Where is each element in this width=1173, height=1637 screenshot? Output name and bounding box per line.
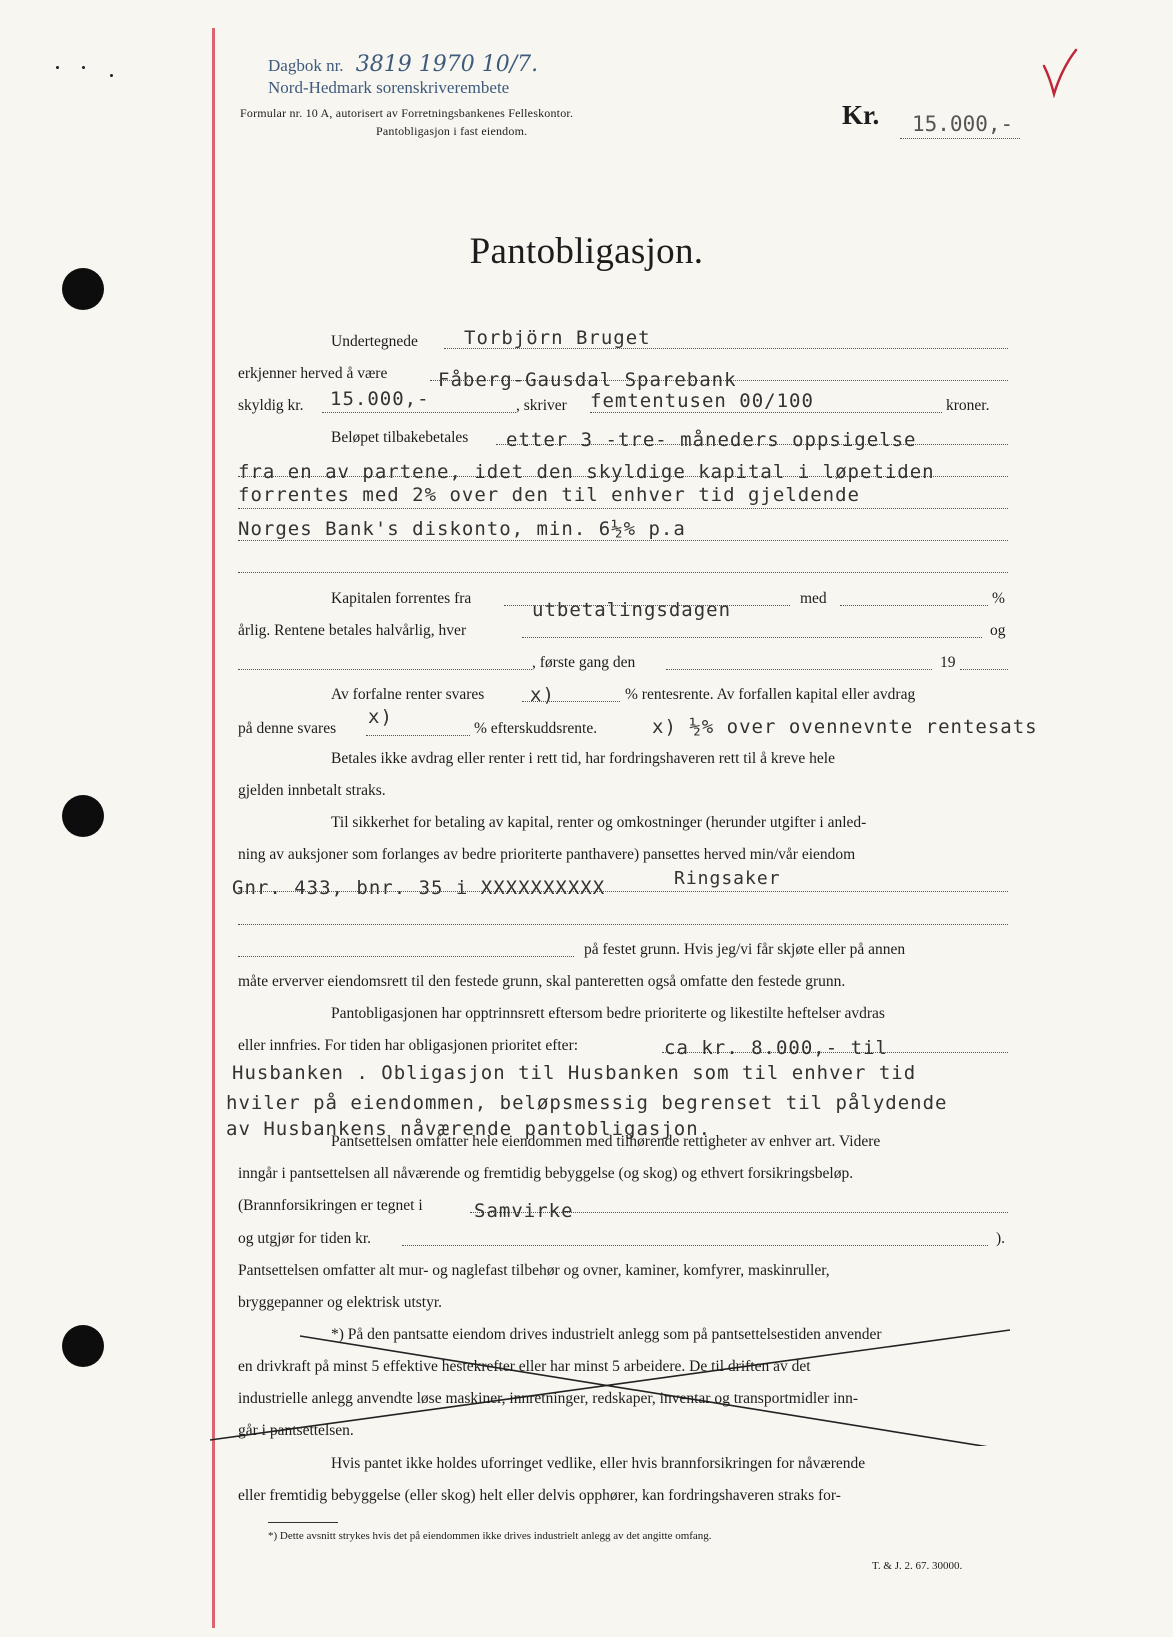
arlig-line bbox=[522, 637, 982, 638]
rentesrente-label: % rentesrente. Av forfallen kapital eller avdrag bbox=[625, 686, 916, 703]
prioritet-text-3: hviler på eiendommen, beløpsmessig begrenset til pålydende bbox=[226, 1092, 948, 1114]
undertegnede-label: Undertegnede bbox=[331, 333, 418, 350]
forfalne-value: x) bbox=[530, 684, 555, 706]
eiendom-line-2 bbox=[238, 924, 1008, 925]
utgjor-line bbox=[402, 1245, 988, 1246]
erkjenner-value: Fåberg-Gausdal Sparebank bbox=[438, 369, 737, 391]
industri-line-1: *) På den pantsatte eiendom drives industrielt anlegg som på pantsettelsestiden anvender bbox=[331, 1326, 882, 1343]
belopet-text-3: forrentes med 2% over den til enhver tid gjeldende bbox=[238, 484, 860, 506]
undertegnede-value: Torbjörn Bruget bbox=[464, 327, 651, 349]
form-type: Pantobligasjon i fast eiendom. bbox=[376, 124, 528, 138]
belopet-label: Beløpet tilbakebetales bbox=[331, 429, 469, 446]
eiendom-value: Gnr. 433, bnr. 35 i XXXXXXXXXX bbox=[232, 877, 606, 899]
skriver-label: , skriver bbox=[516, 397, 567, 414]
punch-hole bbox=[62, 268, 104, 310]
forste-line-left bbox=[238, 669, 532, 670]
speck bbox=[56, 66, 59, 69]
skyldig-line bbox=[322, 412, 516, 413]
percent-sign: % bbox=[992, 590, 1005, 607]
forste-label: , første gang den bbox=[532, 654, 636, 671]
erkjenner-label: erkjenner herved å være bbox=[238, 365, 388, 382]
document-title: Pantobligasjon. bbox=[469, 231, 704, 272]
mur-line-2: bryggepanner og elektrisk utstyr. bbox=[238, 1294, 443, 1311]
pa-denne-value: x) bbox=[368, 706, 393, 728]
belopet-line-5 bbox=[238, 572, 1008, 573]
printer-code: T. & J. 2. 67. 30000. bbox=[872, 1560, 963, 1572]
kr-line bbox=[900, 138, 1020, 139]
dagbok-stamp bbox=[268, 52, 538, 77]
kapitalen-value: utbetalingsdagen bbox=[532, 599, 732, 621]
dagbok-number: 3819 1970 10/7. bbox=[355, 52, 539, 77]
speck bbox=[82, 66, 85, 69]
opptrinn-line-1: Pantobligasjonen har opptrinnsrett eftersom bedre prioriterte og likestilte heftelser avdras bbox=[331, 1005, 885, 1022]
pa-denne-line bbox=[366, 735, 470, 736]
mur-line-1: Pantsettelsen omfatter alt mur- og naglefast tilbehør og ovner, kaminer, komfyrer, maskinruller, bbox=[238, 1262, 830, 1279]
arlig-label: årlig. Rentene betales halvårlig, hver bbox=[238, 622, 467, 639]
speck bbox=[110, 74, 113, 77]
kroner-label: kroner. bbox=[946, 397, 990, 414]
belopet-text-2: fra en av partene, idet den skyldige kapital i løpetiden bbox=[238, 461, 935, 483]
etterskudd-note: x) ½% over ovennevnte rentesats bbox=[652, 716, 1038, 738]
festet-line bbox=[238, 956, 574, 957]
belopet-line-4 bbox=[238, 540, 1008, 541]
punch-hole bbox=[62, 1325, 104, 1367]
skyldig-label: skyldig kr. bbox=[238, 397, 304, 414]
med-line bbox=[840, 605, 988, 606]
pa-denne-label: på denne svares bbox=[238, 720, 337, 737]
og-label: og bbox=[990, 622, 1006, 639]
eiendom-place: Ringsaker bbox=[674, 868, 781, 889]
belopet-value: etter 3 -tre- måneders oppsigelse bbox=[506, 429, 917, 451]
utgjor-end: ). bbox=[996, 1230, 1006, 1247]
skriver-value: femtentusen 00/100 bbox=[590, 390, 814, 412]
med-label: med bbox=[800, 590, 827, 607]
kapitalen-label: Kapitalen forrentes fra bbox=[331, 590, 472, 607]
kr-amount: 15.000,- bbox=[912, 112, 1014, 136]
etterskudd-label: % efterskuddsrente. bbox=[474, 720, 598, 737]
betales-line-2: gjelden innbetalt straks. bbox=[238, 782, 386, 799]
footnote-rule bbox=[268, 1522, 338, 1523]
brann-label: (Brannforsikringen er tegnet i bbox=[238, 1197, 423, 1214]
forste-line-right bbox=[666, 669, 932, 670]
footnote: *) Dette avsnitt strykes hvis det på eiendommen ikke drives industrielt anlegg av det angitte omfang. bbox=[268, 1530, 712, 1542]
vedlike-line-1: Hvis pantet ikke holdes uforringet vedlike, eller hvis brannforsikringen for nåværende bbox=[331, 1455, 866, 1472]
omfatter-line-2: inngår i pantsettelsen all nåværende og fremtidig bebyggelse (og skog) og ethvert forsikringsbeløp. bbox=[238, 1165, 854, 1182]
opptrinn-line-2: eller innfries. For tiden har obligasjonen prioritet efter: bbox=[238, 1037, 579, 1054]
prioritet-text-1: ca kr. 8.000,- til bbox=[664, 1037, 888, 1059]
vedlike-line-2: eller fremtidig bebyggelse (eller skog) helt eller delvis opphører, kan fordringshaveren straks for- bbox=[238, 1487, 841, 1504]
year-line bbox=[960, 669, 1008, 670]
sikkerhet-line-2: ning av auksjoner som forlanges av bedre prioriterte panthavere) pansettes herved min/vår eiendom bbox=[238, 846, 856, 863]
brann-value: Samvirke bbox=[474, 1200, 574, 1222]
festet-line-1: på festet grunn. Hvis jeg/vi får skjøte eller på annen bbox=[584, 941, 906, 958]
betales-line-1: Betales ikke avdrag eller renter i rett tid, har fordringshaveren rett til å kreve hele bbox=[331, 750, 835, 767]
checkmark-icon bbox=[1040, 48, 1080, 98]
skriver-line bbox=[590, 412, 942, 413]
prioritet-text-2: Husbanken . Obligasjon til Husbanken som til enhver tid bbox=[232, 1062, 917, 1084]
forfalne-label: Av forfalne renter svares bbox=[331, 686, 485, 703]
punch-hole bbox=[62, 795, 104, 837]
prioritet-text-4: av Husbankens nåværende pantobligasjon. bbox=[226, 1118, 712, 1140]
formular-line: Formular nr. 10 A, autorisert av Forretningsbankenes Felleskontor. bbox=[240, 106, 574, 120]
skyldig-value: 15.000,- bbox=[330, 388, 430, 410]
utgjor-label: og utgjør for tiden kr. bbox=[238, 1230, 372, 1247]
belopet-text-4: Norges Bank's diskonto, min. 6½% p.a bbox=[238, 518, 686, 540]
omfatter-line-1: Pantsettelsen omfatter hele eiendommen med tilhørende rettigheter av enhver art. Videre bbox=[331, 1133, 881, 1150]
dagbok-label: Dagbok nr. bbox=[268, 56, 344, 75]
industri-line-4: går i pantsettelsen. bbox=[238, 1422, 354, 1439]
festet-line-2: måte erverver eiendomsrett til den festede grunn, skal panteretten også omfatte den festede grunn. bbox=[238, 973, 846, 990]
strikethrough-cross bbox=[210, 1326, 1010, 1446]
kr-label: Kr. bbox=[842, 100, 880, 130]
year-prefix: 19 bbox=[940, 654, 956, 671]
sikkerhet-line-1: Til sikkerhet for betaling av kapital, renter og omkostninger (herunder utgifter i anled- bbox=[331, 814, 867, 831]
office-stamp: Nord-Hedmark sorenskriverembete bbox=[268, 78, 510, 97]
belopet-line-3 bbox=[238, 508, 1008, 509]
industri-line-2: en drivkraft på minst 5 effektive hestekrefter eller har minst 5 arbeidere. De til driften av det bbox=[238, 1358, 811, 1375]
industri-line-3: industrielle anlegg anvendte løse maskiner, innretninger, redskaper, inventar og transportmidler inn- bbox=[238, 1390, 859, 1407]
